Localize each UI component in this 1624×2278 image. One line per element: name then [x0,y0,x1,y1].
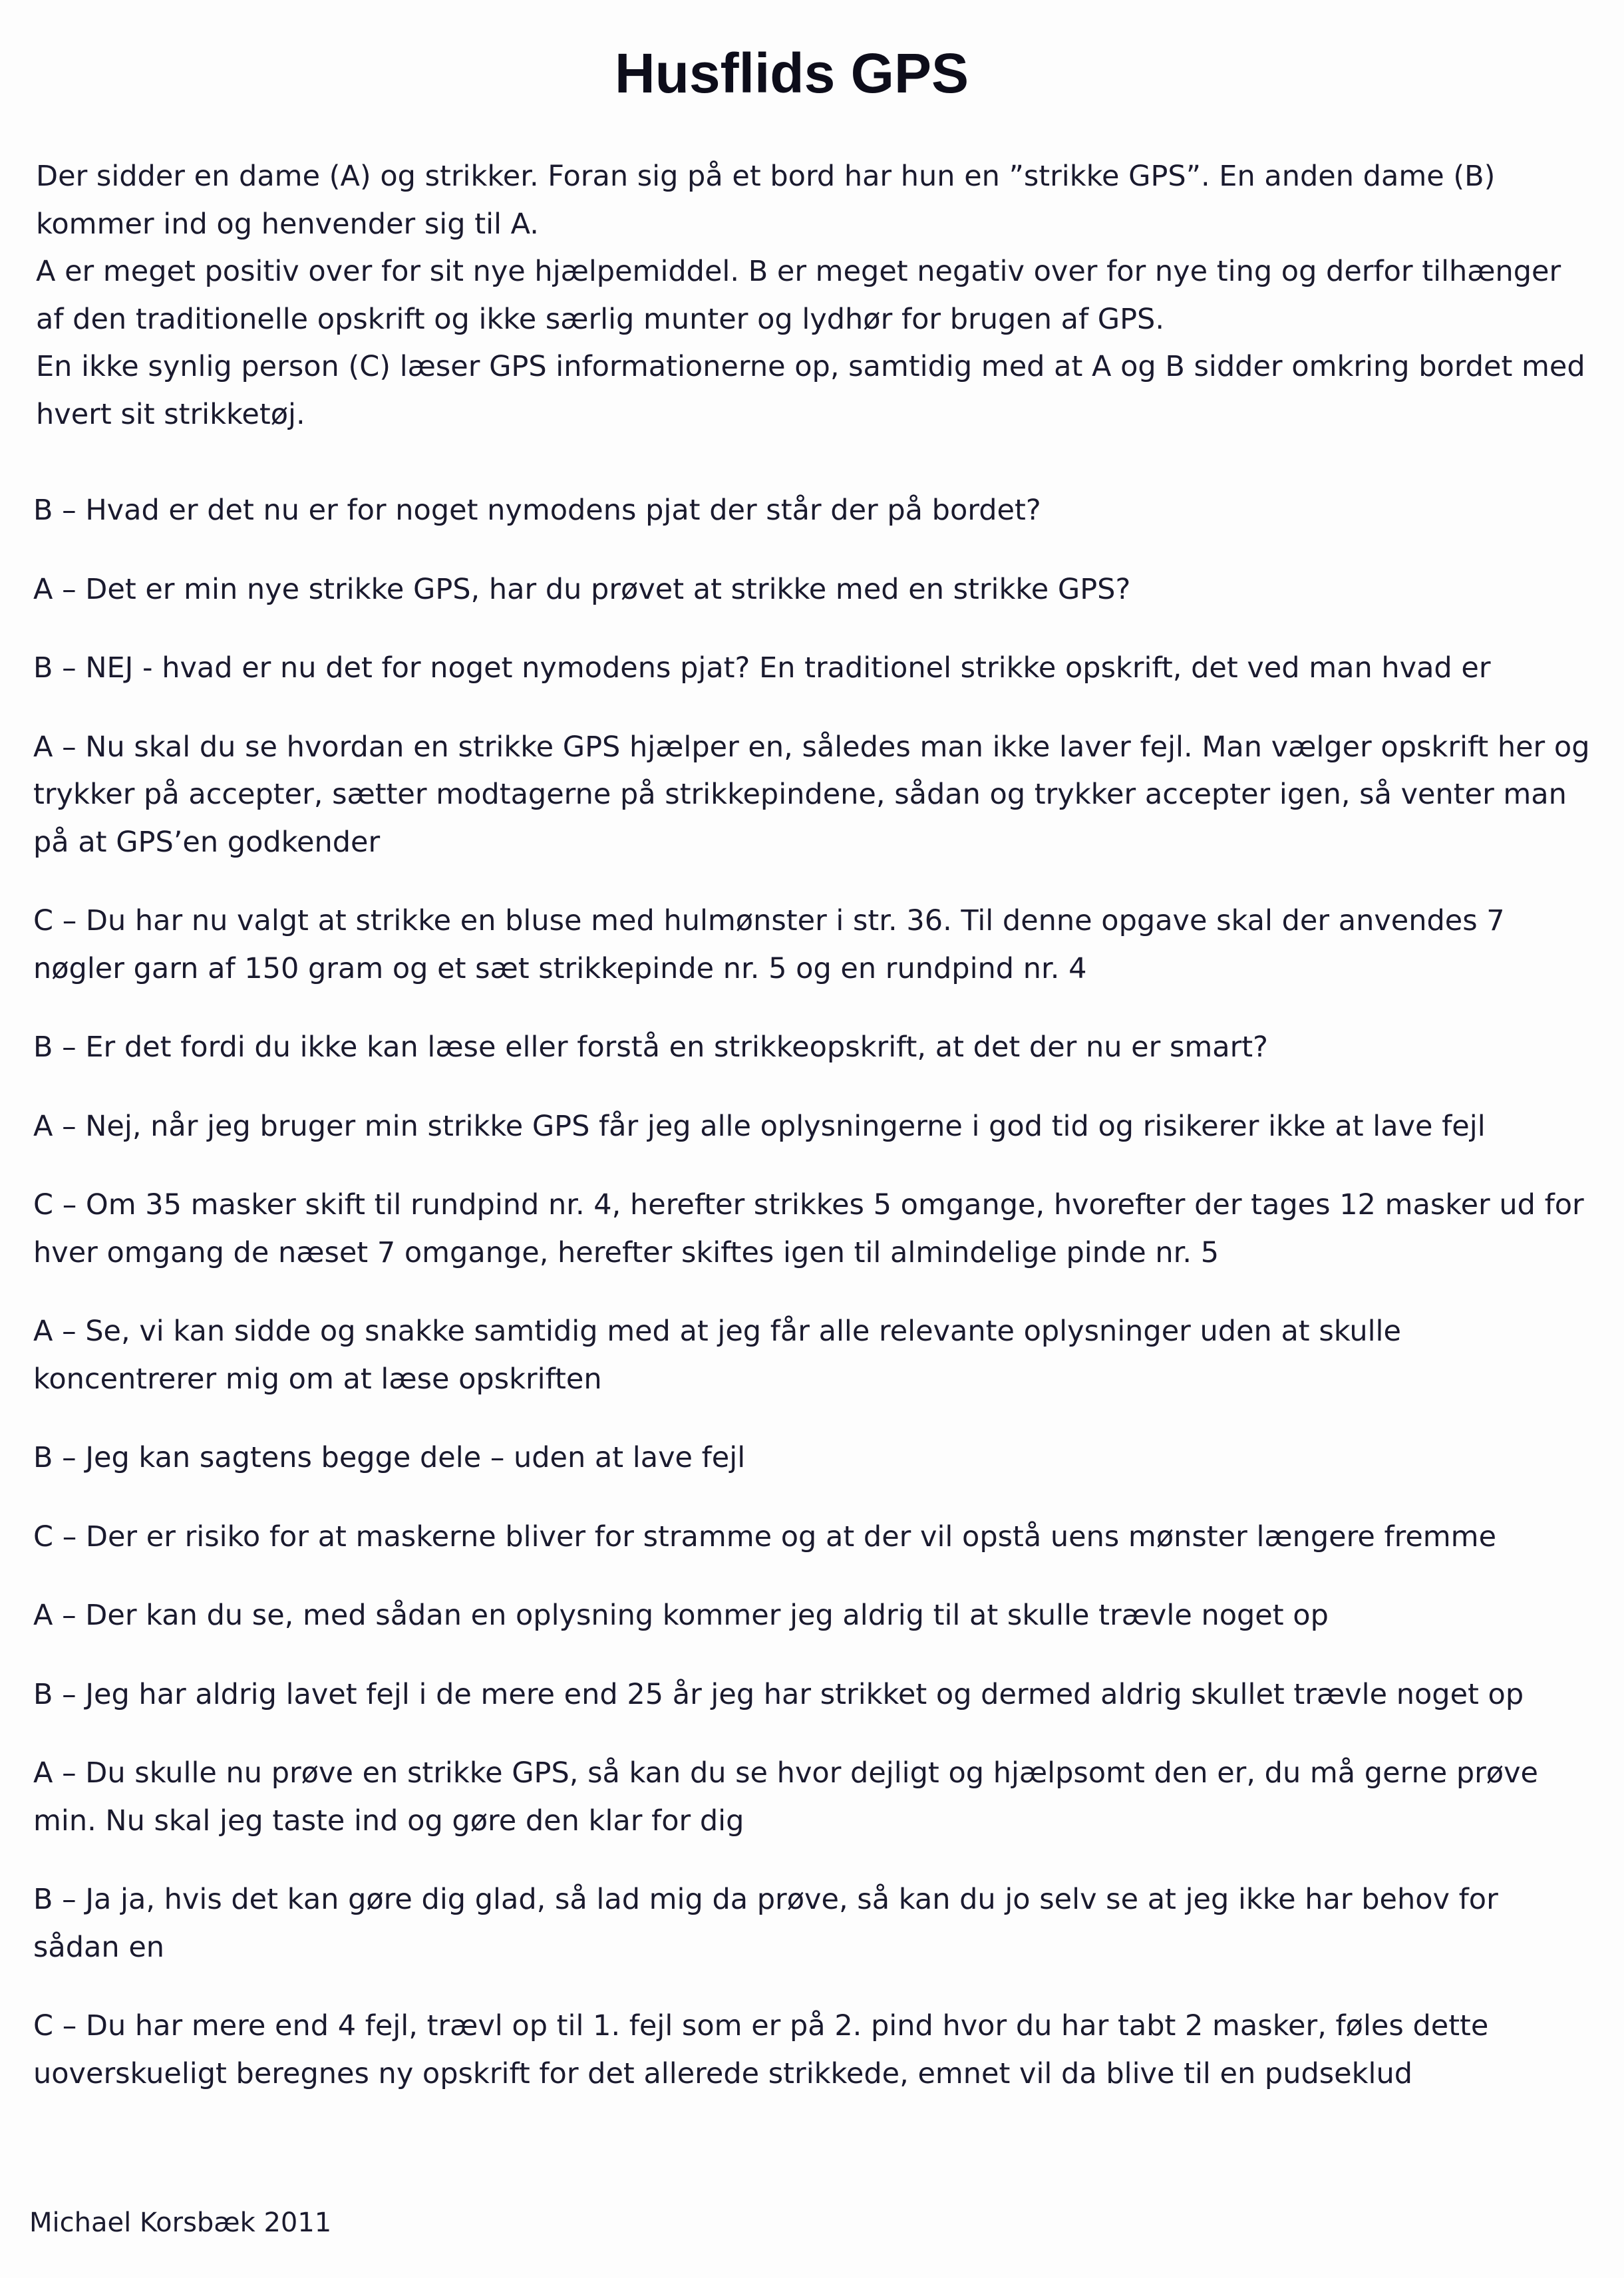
intro-paragraph: A er meget positiv over for sit nye hjælpemiddel. B er meget negativ over for nye ting og derfor tilhænger af den traditionelle opskrift og ikke særlig munter og lydhør for brugen af GPS. [36,255,1561,336]
dialogue-line: A – Du skulle nu prøve en strikke GPS, så kan du se hvor dejligt og hjælpsomt den er, du må gerne prøve min. Nu skal jeg taste ind og gøre den klar for dig [33,1756,1539,1838]
dialogue-line: A – Nej, når jeg bruger min strikke GPS får jeg alle oplysningerne i god tid og risikerer ikke at lave fejl [33,1109,1486,1143]
dialogue-line: B – Jeg kan sagtens begge dele – uden at lave fejl [33,1441,746,1474]
dialogue-line: B – Jeg har aldrig lavet fejl i de mere end 25 år jeg har strikket og dermed aldrig skullet trævle noget op [33,1677,1524,1711]
dialogue-line: B – Er det fordi du ikke kan læse eller forstå en strikkeopskrift, at det der nu er smart? [33,1031,1268,1064]
dialogue-line: A – Der kan du se, med sådan en oplysning kommer jeg aldrig til at skulle trævle noget op [33,1599,1329,1632]
intro-paragraph: Der sidder en dame (A) og strikker. Foran sig på et bord har hun en ”strikke GPS”. En anden dame (B) kommer ind og henvender sig til A. [36,160,1496,241]
dialogue-line: B – Ja ja, hvis det kan gøre dig glad, så lad mig da prøve, så kan du jo selv se at jeg ikke har behov for sådan en [33,1883,1498,1964]
dialogue-line: B – NEJ - hvad er nu det for noget nymodens pjat? En traditionel strikke opskrift, det ved man hvad er [33,651,1491,685]
dialogue-line: B – Hvad er det nu er for noget nymodens pjat der står der på bordet? [33,494,1041,527]
intro-paragraph: En ikke synlig person (C) læser GPS informationerne op, samtidig med at A og B sidder omkring bordet med hvert sit strikketøj. [36,350,1585,431]
intro-section [36,153,1586,438]
dialogue-list [33,487,1590,2129]
dialogue-line: A – Det er min nye strikke GPS, har du prøvet at strikke med en strikke GPS? [33,572,1131,606]
dialogue-line: C – Du har nu valgt at strikke en bluse med hulmønster i str. 36. Til denne opgave skal der anvendes 7 nøgler garn af 150 gram og et sæt strikkepinde nr. 5 og en rundpind nr. 4 [33,904,1505,985]
dialogue-line: C – Du har mere end 4 fejl, trævl op til 1. fejl som er på 2. pind hvor du har tabt 2 masker, føles dette uoverskueligt beregnes ny opskrift for det allerede strikkede, emnet vil da blive til en pudseklud [33,2009,1489,2090]
document-title: Husflids GPS [614,42,969,104]
dialogue-line: C – Om 35 masker skift til rundpind nr. 4, herefter strikkes 5 omgange, hvorefter der tages 12 masker ud for hver omgang de næset 7 omgange, herefter skiftes igen til almindelige pinde nr. 5 [33,1188,1584,1269]
dialogue-line: A – Nu skal du se hvordan en strikke GPS hjælper en, således man ikke laver fejl. Man vælger opskrift her og trykker på accepter, sætter modtagerne på strikkepindene, sådan og trykker accepter igen, så venter man på at GPS’en godkender [33,730,1590,859]
author-signature: Michael Korsbæk 2011 [29,2207,332,2238]
dialogue-line: A – Se, vi kan sidde og snakke samtidig med at jeg får alle relevante oplysninger uden at skulle koncentrerer mig om at læse opskriften [33,1315,1401,1396]
dialogue-line: C – Der er risiko for at maskerne bliver for stramme og at der vil opstå uens mønster længere fremme [33,1520,1497,1553]
